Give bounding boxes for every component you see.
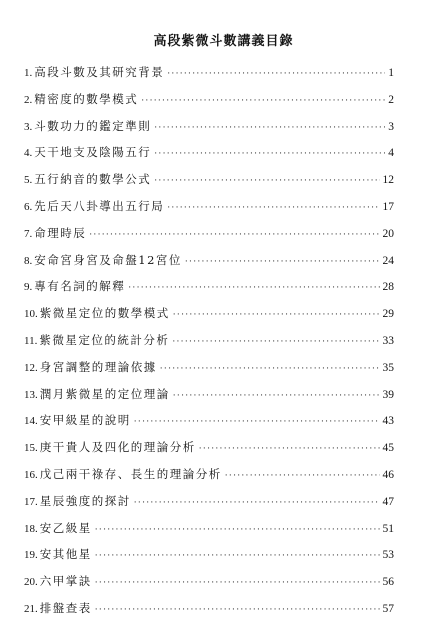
dot-leader — [128, 275, 379, 302]
toc-entry-number: 3. — [24, 120, 33, 133]
toc-entry-page: 43 — [382, 415, 394, 428]
dot-leader — [154, 115, 385, 142]
toc-entry-number: 11. — [24, 334, 38, 347]
dot-leader — [95, 570, 380, 597]
toc-entry-number: 2. — [24, 93, 33, 106]
dot-leader — [95, 543, 380, 570]
toc-entry-title: 安乙級星 — [39, 520, 92, 535]
toc-entry — [24, 595, 394, 622]
toc-entry-page: 2 — [388, 93, 394, 106]
toc-entry-page: 53 — [382, 549, 394, 562]
toc-entry — [24, 300, 394, 327]
toc-entry-page: 4 — [388, 147, 394, 160]
toc-entry — [24, 247, 394, 274]
toc-entry-title: 五行納音的數學公式 — [34, 172, 152, 187]
toc-entry-page: 39 — [382, 388, 394, 401]
toc-entry — [24, 568, 394, 595]
toc-entry — [24, 488, 394, 515]
toc-entry-title: 安其他星 — [39, 547, 92, 562]
dot-leader — [95, 517, 380, 544]
toc-entry-number: 4. — [24, 147, 33, 160]
toc-entry — [24, 515, 394, 542]
dot-leader — [225, 463, 380, 490]
toc-entry-title: 精密度的數學模式 — [34, 91, 139, 106]
dot-leader — [173, 302, 380, 329]
toc-entry-number: 14. — [24, 415, 38, 428]
toc-entry — [24, 113, 394, 140]
page-title: 高段紫微斗數講義目錄 — [153, 34, 294, 49]
dot-leader — [185, 249, 380, 276]
toc-entry — [24, 273, 394, 300]
toc-entry-page: 28 — [382, 281, 394, 294]
toc-entry-title: 紫微星定位的統計分析 — [39, 332, 170, 347]
toc-entry-page: 33 — [382, 334, 394, 347]
toc-entry-title: 專有名詞的解釋 — [34, 279, 126, 294]
toc-entry-number: 8. — [24, 254, 33, 267]
toc-entry-page: 24 — [382, 254, 394, 267]
toc-entry-page: 57 — [382, 602, 394, 615]
toc-entry-number: 21. — [24, 602, 38, 615]
toc-entry-number: 15. — [24, 442, 38, 455]
toc-entry-page: 29 — [382, 308, 394, 321]
dot-leader — [154, 168, 379, 195]
dot-leader — [172, 329, 379, 356]
toc-entry-title: 紫微星定位的數學模式 — [39, 306, 170, 321]
toc-entry-page: 20 — [382, 227, 394, 240]
toc-entry-title: 身宮調整的理論依據 — [39, 359, 157, 374]
toc-entry-number: 13. — [24, 388, 38, 401]
table-of-contents — [24, 59, 394, 622]
toc-entry-title: 命理時辰 — [34, 225, 87, 240]
toc-entry-page: 12 — [382, 174, 394, 187]
dot-leader — [167, 195, 379, 222]
toc-entry — [24, 220, 394, 247]
dot-leader — [160, 356, 380, 383]
toc-entry-number: 1. — [24, 67, 33, 79]
toc-entry-number: 7. — [24, 227, 33, 240]
dot-leader — [141, 88, 385, 115]
dot-leader — [134, 490, 380, 517]
toc-entry-title: 星辰強度的探討 — [39, 493, 131, 508]
toc-entry-number: 18. — [24, 522, 38, 535]
toc-entry-title: 安命宮身宮及命盤12宮位 — [34, 252, 182, 267]
toc-entry-number: 9. — [24, 281, 33, 294]
toc-entry — [24, 86, 394, 113]
toc-entry — [24, 139, 394, 166]
toc-entry-title: 天干地支及陰陽五行 — [34, 145, 152, 160]
toc-entry-title: 潤月紫微星的定位理論 — [39, 386, 170, 401]
dot-leader — [173, 383, 380, 410]
toc-entry-page: 17 — [382, 200, 394, 213]
toc-entry-number: 16. — [24, 468, 38, 481]
toc-entry — [24, 166, 394, 193]
toc-entry-title: 戊己兩干祿存、長生的理論分析 — [39, 466, 222, 481]
toc-entry — [24, 541, 394, 568]
dot-leader — [167, 61, 385, 88]
toc-entry-page: 1 — [388, 67, 394, 79]
toc-entry-title: 六甲掌訣 — [39, 574, 92, 589]
toc-entry-page: 56 — [382, 576, 394, 589]
toc-entry — [24, 193, 394, 220]
dot-leader — [134, 409, 380, 436]
toc-entry-title: 斗數功力的鑑定準則 — [34, 118, 152, 133]
toc-entry-number: 10. — [24, 308, 38, 321]
toc-entry-title: 安甲級星的說明 — [39, 413, 131, 428]
dot-leader — [95, 597, 380, 624]
toc-entry — [24, 434, 394, 461]
toc-entry-page: 51 — [382, 522, 394, 535]
toc-entry-number: 12. — [24, 361, 38, 374]
toc-entry — [24, 461, 394, 488]
dot-leader — [154, 141, 385, 168]
toc-entry-title: 庚干貴人及四化的理論分析 — [39, 440, 196, 455]
toc-entry-number: 5. — [24, 174, 33, 187]
toc-entry-number: 19. — [24, 549, 38, 562]
toc-entry — [24, 59, 394, 86]
toc-entry — [24, 327, 394, 354]
toc-entry — [24, 407, 394, 434]
toc-entry-page: 45 — [382, 442, 394, 455]
toc-entry-number: 20. — [24, 576, 38, 589]
toc-entry-number: 6. — [24, 200, 33, 213]
toc-entry-title: 排盤查表 — [39, 600, 92, 615]
toc-entry-page: 3 — [388, 120, 394, 133]
toc-entry-title: 高段斗數及其研究背景 — [34, 65, 165, 79]
dot-leader — [89, 222, 379, 249]
toc-entry-page: 46 — [382, 468, 394, 481]
toc-entry-page: 35 — [382, 361, 394, 374]
toc-entry — [24, 381, 394, 408]
toc-entry-page: 47 — [382, 495, 394, 508]
toc-entry — [24, 354, 394, 381]
toc-entry-number: 17. — [24, 495, 38, 508]
dot-leader — [199, 436, 380, 463]
toc-entry-title: 先后天八卦導出五行局 — [34, 198, 165, 213]
